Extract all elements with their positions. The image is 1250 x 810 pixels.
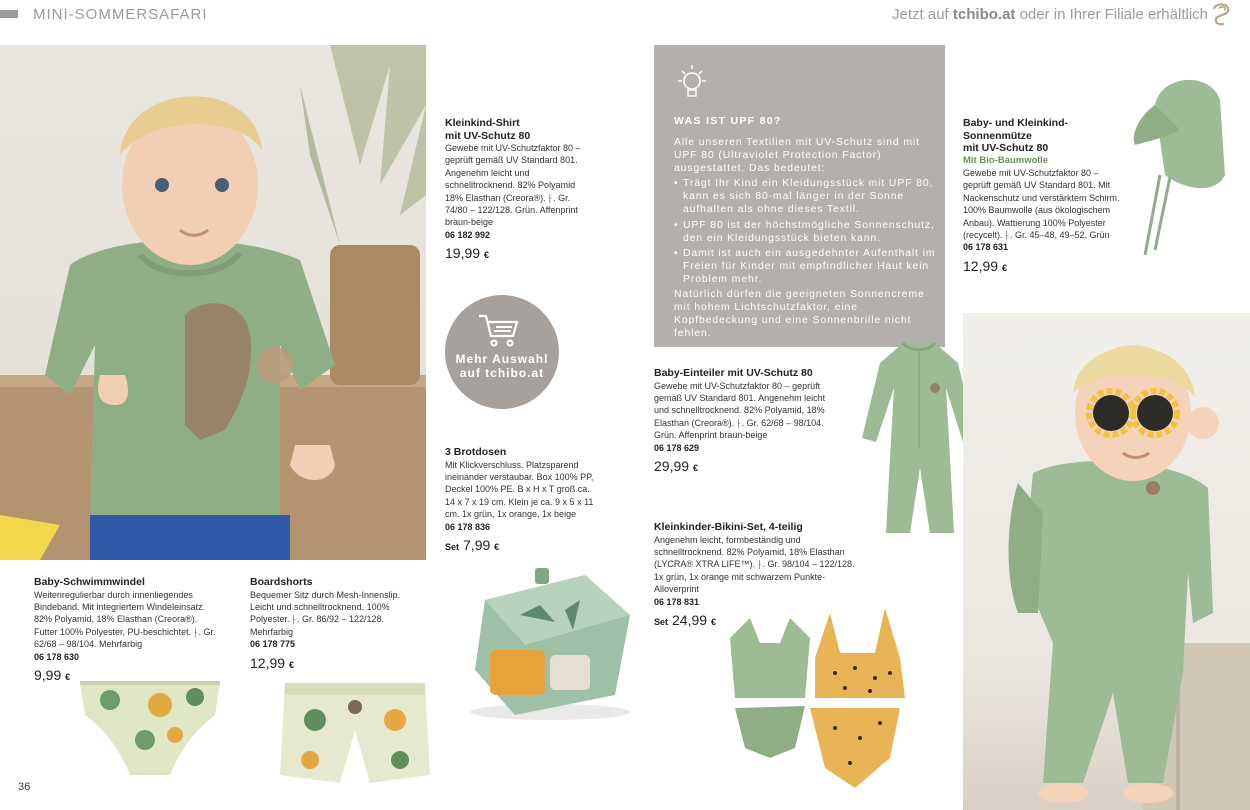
page-header bbox=[0, 0, 1250, 30]
shopping-cart-icon bbox=[477, 313, 521, 349]
product-hat-currency: € bbox=[1001, 262, 1007, 273]
toddler-shirt-photo bbox=[0, 45, 426, 560]
upf-heading: WAS IST UPF 80? bbox=[674, 115, 782, 127]
product-bikini-currency: € bbox=[710, 616, 716, 627]
product-boardshorts-article-number: 06 178 775 bbox=[250, 639, 296, 650]
product-lunchbox-name: 3 Brotdosen bbox=[445, 446, 507, 458]
upf-info-box bbox=[654, 45, 945, 347]
product-swim-diaper-price-value: 9,99 bbox=[34, 666, 62, 683]
product-hat-subtitle: Mit Bio-Baumwolle bbox=[963, 154, 1048, 166]
product-shirt-price-value: 19,99 bbox=[445, 245, 481, 262]
product-boardshorts-description: Bequemer Sitz durch Mesh-Innenslip. Leicht und schnelltrocknend. 100% Polyester. ⸠. Gr. 86/92 – 122/128. Mehrfarbig bbox=[250, 589, 401, 637]
product-onesie bbox=[654, 367, 834, 477]
tagline-brand-link[interactable]: tchibo.at bbox=[952, 6, 1016, 23]
upf-intro: Alle unseren Textilien mit UV-Schutz sind mit UPF 80 (Ultraviolet Protection Factor) ausgestattet. Das bedeutet: bbox=[674, 137, 920, 175]
product-boardshorts-price-value: 12,99 bbox=[250, 654, 286, 671]
product-lunchbox-article-number: 06 178 836 bbox=[445, 521, 491, 532]
product-bikini-set-label: Set bbox=[654, 616, 669, 627]
onesie-image bbox=[858, 338, 980, 538]
product-lunchbox-currency: € bbox=[494, 541, 500, 552]
product-hat-description: Gewebe mit UV-Schutzfaktor 80 – geprüft gemäß UV Standard 801. Mit Nackenschutz und verstärktem Schirm. 100% Baumwolle (aus ökologischem Anbau). Wattierung 100% Polyester (recycelt). ⸠. Gr. 45–48, 49–52. Grün bbox=[963, 167, 1120, 240]
availability-tagline bbox=[892, 6, 1208, 23]
bikini-set-illustration bbox=[715, 598, 915, 798]
product-onesie-description: Gewebe mit UV-Schutzfaktor 80 – geprüft gemäß UV Standard 801. Angenehm leicht und schnelltrocknend. 82% Polyamid, 18% Elasthan (Creora®). ⸠. Gr. 62/68 – 98/104. Grün. Affenprint braun-beige bbox=[654, 380, 826, 441]
product-shirt-article-number: 06 182 992 bbox=[445, 229, 491, 240]
header-marker bbox=[0, 10, 18, 18]
product-onesie-name: Baby-Einteiler mit UV-Schutz 80 bbox=[654, 367, 813, 379]
product-boardshorts-price bbox=[250, 654, 425, 674]
upf-body bbox=[674, 136, 936, 342]
product-shirt-currency: € bbox=[483, 250, 489, 261]
product-lunchbox-description: Mit Klickverschluss. Platzsparend ineinander verstaubar. Box 100% PP, Deckel 100% PE. B x H x T groß ca. 14 x 7 x 19 cm. Klein je ca. 9 x 5 x 11 cm. 1x grün, 1x orange, 1x beige bbox=[445, 459, 594, 520]
product-swim-diaper-currency: € bbox=[65, 671, 71, 682]
product-boardshorts-name: Boardshorts bbox=[250, 576, 313, 588]
product-hat-article-number: 06 178 631 bbox=[963, 242, 1009, 253]
product-shirt-price bbox=[445, 244, 595, 264]
upf-bullet-list bbox=[674, 177, 936, 286]
product-bikini-name: Kleinkinder-Bikini-Set, 4-teilig bbox=[654, 521, 803, 533]
toddler-onesie-illustration bbox=[963, 313, 1250, 810]
tagline-suffix: oder in Ihrer Filiale erhältlich bbox=[1015, 6, 1208, 23]
onesie-illustration bbox=[858, 338, 980, 538]
product-bikini-price-value: 24,99 bbox=[672, 611, 708, 628]
product-shirt-description: Gewebe mit UV-Schutzfaktor 80 – geprüft gemäß UV Standard 801. Angenehm leicht und schnelltrocknend. 82% Polyamid 18% Elasthan (Creora®). ⸠. Gr. 74/80 – 122/128. Grün. Affenprint braun-beige bbox=[445, 143, 581, 228]
sun-hat-image bbox=[1125, 65, 1235, 260]
page-number: 36 bbox=[18, 781, 31, 793]
lightbulb-icon bbox=[674, 63, 710, 103]
boardshorts-illustration bbox=[270, 675, 440, 790]
lunchbox-image bbox=[455, 560, 645, 725]
product-shirt-name: Kleinkind-Shirt mit UV-Schutz 80 bbox=[445, 117, 531, 142]
more-selection-button[interactable] bbox=[445, 295, 559, 409]
product-onesie-currency: € bbox=[692, 462, 698, 473]
product-hat-name: Baby- und Kleinkind- Sonnenmütze mit UV-Schutz 80 bbox=[963, 117, 1068, 154]
product-onesie-price-value: 29,99 bbox=[654, 457, 690, 474]
product-swim-diaper-name: Baby-Schwimmwindel bbox=[34, 576, 145, 588]
product-lunchbox-set-label: Set bbox=[445, 541, 460, 552]
upf-bullet: • UPF 80 ist der höchstmögliche Sonnenschutz, den ein Kleidungsstück bieten kann. bbox=[674, 219, 936, 245]
product-bikini-article-number: 06 178 831 bbox=[654, 596, 700, 607]
product-swim-diaper-description: Weitenregulierbar durch innenliegendes Bindeband. Mit integriertem Windeleinsatz. 82% Polyamid, 18% Elasthan (Creora®). Futter 100% Polyester, PU-beschichtet. ⸠. Gr. 62/68 – 98/104. Mehrfarbig bbox=[34, 589, 216, 650]
toddler-shirt-illustration bbox=[0, 45, 426, 560]
product-onesie-article-number: 06 178 629 bbox=[654, 442, 700, 453]
product-lunchbox-price-value: 7,99 bbox=[463, 536, 491, 553]
more-selection-label: Mehr Auswahl auf tchibo.at bbox=[455, 352, 549, 380]
product-hat bbox=[963, 117, 1125, 277]
upf-bullet: • Damit ist auch ein ausgedehnter Aufenthalt im Freien für Kinder mit empfindlicher Haut kein Problem mehr. bbox=[674, 247, 936, 286]
product-boardshorts-currency: € bbox=[288, 659, 294, 670]
product-bikini-description: Angenehm leicht, formbeständig und schnelltrocknend. 82% Polyamid, 18% Elasthan (LYCRA® XTRA LIFE™). ⸠. Gr. 98/104 – 122/128. 1x grün, 1x orange mit schwarzem Punkte-Alloverprint bbox=[654, 534, 855, 595]
tchibo-bean-logo-icon bbox=[1210, 2, 1232, 26]
product-onesie-price bbox=[654, 457, 834, 477]
sun-hat-illustration bbox=[1125, 65, 1235, 260]
bikini-set-image bbox=[715, 598, 915, 798]
product-lunchbox bbox=[445, 446, 595, 556]
boardshorts-image bbox=[270, 675, 440, 790]
toddler-onesie-photo bbox=[963, 313, 1250, 810]
product-hat-price-value: 12,99 bbox=[963, 257, 999, 274]
swim-diaper-image bbox=[70, 675, 230, 785]
product-shirt bbox=[445, 117, 595, 264]
section-title: MINI-SOMMERSAFARI bbox=[33, 6, 208, 23]
upf-outro: Natürlich dürfen die geeigneten Sonnencreme mit hohem Lichtschutzfaktor, eine Kopfbedeckung und eine Sonnenbrille nicht fehlen. bbox=[674, 289, 925, 340]
upf-bullet: • Trägt Ihr Kind ein Kleidungsstück mit UPF 80, kann es sich 80-mal länger in der Sonne aufhalten als ohne dieses Textil. bbox=[674, 177, 936, 216]
lunchbox-illustration bbox=[455, 560, 645, 725]
product-hat-price bbox=[963, 257, 1125, 277]
product-swim-diaper-article-number: 06 178 630 bbox=[34, 651, 80, 662]
swim-diaper-illustration bbox=[70, 675, 230, 785]
product-boardshorts bbox=[250, 576, 425, 674]
product-swim-diaper bbox=[34, 576, 219, 686]
product-lunchbox-price bbox=[445, 536, 595, 556]
tagline-prefix: Jetzt auf bbox=[892, 6, 953, 23]
